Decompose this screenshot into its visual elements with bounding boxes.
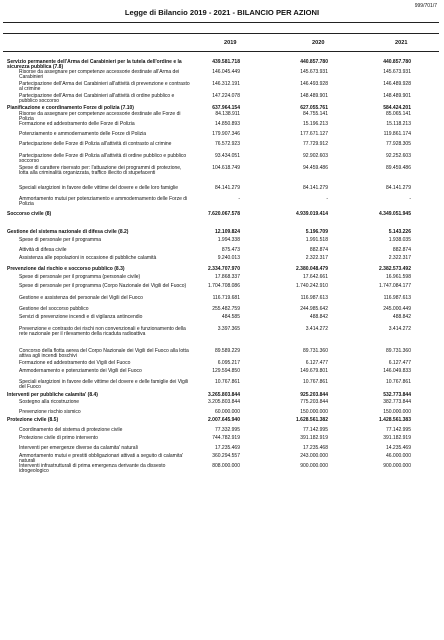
value-2021: 89.731.360 <box>385 348 411 354</box>
value-2020: 89.731.360 <box>302 348 328 354</box>
value-2021: 16.961.598 <box>385 274 411 280</box>
row-label: Ammodernamento e potenziamento dei Vigili del Fuoco <box>19 368 142 374</box>
value-2021: 900.000.000 <box>383 463 411 469</box>
row-label: Ammortamento mutui e prestiti obbligazionari attivati a seguito di calamita' naturali <box>19 453 184 465</box>
value-2020: 150.000.000 <box>300 409 328 415</box>
row-label: Risorse da assegnare per competenze accessorie destinate alle Forze di Polizia <box>19 111 181 123</box>
row-label: Speciali elargizioni in favore delle vittime del dovere e delle famiglie dei Vigili del Fuoco <box>19 379 189 391</box>
row-label: Gestione del sistema nazionale di difesa civile (8.2) <box>7 229 129 235</box>
value-2020: 900.000.000 <box>300 463 328 469</box>
value-2021: 146.049.833 <box>383 368 411 374</box>
row-label: Partecipazione delle Forze di Polizia all'attività di contrasto al crimine <box>19 141 172 147</box>
value-2019: 484.585 <box>221 314 240 320</box>
document-title: Legge di Bilancio 2019 - 2021 - BILANCIO PER AZIONI <box>124 8 320 17</box>
value-2019: 9.240.013 <box>217 255 240 261</box>
row-label: Coordinamento del sistema di protezione civile <box>19 427 123 433</box>
value-2021: 1.747.084.177 <box>379 283 411 289</box>
value-2019: 129.594.850 <box>212 368 240 374</box>
value-2019: 77.332.995 <box>214 427 240 433</box>
value-2020: 882.874 <box>309 247 328 253</box>
value-2019: 7.620.067.578 <box>208 211 240 217</box>
value-2020: 1.740.242.910 <box>296 283 328 289</box>
value-2020: 244.985.642 <box>300 306 328 312</box>
value-2020: 775.203.844 <box>300 399 328 405</box>
value-2020: 925.203.844 <box>300 392 328 398</box>
value-2021: 488.842 <box>392 314 411 320</box>
value-2020: 17.642.661 <box>302 274 328 280</box>
value-2019: 76.572.923 <box>214 141 240 147</box>
value-2019: 10.767.861 <box>214 379 240 385</box>
row-label: Servizio permanente dell'Arma dei Carabinieri per la tutela dell'ordine e la sicurezza pubblica (7.8) <box>7 59 182 71</box>
value-2019: 146.312.191 <box>212 81 240 87</box>
row-label: Spese di personale per il programma (personale civile) <box>19 274 141 280</box>
value-2021: 1.428.561.383 <box>379 417 411 423</box>
value-2020: 1.991.518 <box>305 237 328 243</box>
value-2020: 15.196.213 <box>302 121 328 127</box>
row-label: Formazione ed addestramento delle Forze di Polizia <box>19 121 135 127</box>
row-label: Prevenzione rischio sismico <box>19 409 81 415</box>
row-label: Gestione e assistenza del personale dei Vigili del Fuoco <box>19 295 143 301</box>
value-2021: 119.861.174 <box>383 131 411 137</box>
value-2021: 116.987.613 <box>383 295 411 301</box>
row-label: Protezione civile di primo intervento <box>19 435 98 441</box>
row-label: Attività di difesa civile <box>19 247 67 253</box>
value-2019: 147.224.078 <box>212 93 240 99</box>
value-2021: 532.773.844 <box>383 392 411 398</box>
value-2019: 255.482.759 <box>212 306 240 312</box>
value-2019: 875.473 <box>221 247 240 253</box>
value-2021: 84.141.279 <box>385 185 411 191</box>
row-label: Interventi per pubbliche calamita' (8.4) <box>7 392 98 398</box>
value-2019: 60.000.000 <box>214 409 240 415</box>
value-2021: 10.767.861 <box>385 379 411 385</box>
value-2020: 94.459.486 <box>302 165 328 171</box>
value-2020: 146.493.928 <box>300 81 328 87</box>
value-2020: 77.142.995 <box>302 427 328 433</box>
value-2020: 148.489.901 <box>300 93 328 99</box>
column-header-2020: 2020 <box>312 40 325 46</box>
value-2020: 145.673.931 <box>300 69 328 75</box>
value-2019: 2.007.645.940 <box>208 417 240 423</box>
value-2021: 4.349.051.945 <box>379 211 411 217</box>
value-2021: 92.252.603 <box>385 153 411 159</box>
value-2021: 77.928.305 <box>385 141 411 147</box>
value-2020: 149.679.801 <box>300 368 328 374</box>
value-2021: 382.773.844 <box>383 399 411 405</box>
value-2019: 116.719.681 <box>212 295 240 301</box>
row-label: Soccorso civile (8) <box>7 211 52 217</box>
row-label: Sostegno alla ricostruzione <box>19 399 80 405</box>
value-2019: 93.434.051 <box>214 153 240 159</box>
value-2021: 146.489.928 <box>383 81 411 87</box>
value-2019: 3.397.365 <box>217 326 240 332</box>
value-2021: 440.857.780 <box>383 59 411 65</box>
value-2021: 148.489.901 <box>383 93 411 99</box>
value-2021: 150.000.000 <box>383 409 411 415</box>
row-label: Partecipazione dell'Arma dei Carabinieri all'attività di ordine pubblico e pubblico soccorso <box>19 93 175 105</box>
value-2021: 89.459.486 <box>385 165 411 171</box>
value-2020: 4.939.019.414 <box>296 211 328 217</box>
value-2019: 17.868.337 <box>214 274 240 280</box>
row-label: Prevenzione e contrasto dei rischi non convenzionali e funzionamento della rete nazionale per il rilevamento della ricaduta radioattiva <box>19 326 186 338</box>
row-label: Pianificazione e coordinamento Forze di polizia (7.10) <box>7 105 134 111</box>
value-2019: 6.095.217 <box>217 360 240 366</box>
value-2021: 2.382.573.492 <box>379 266 411 272</box>
row-label: Interventi per emergenze diverse da calamita' naturali <box>19 445 138 451</box>
value-2021: 882.874 <box>392 247 411 253</box>
value-2021: 77.142.995 <box>385 427 411 433</box>
value-2019: 808.000.000 <box>212 463 240 469</box>
value-2019: 12.109.824 <box>214 229 240 235</box>
value-2020: 10.767.861 <box>302 379 328 385</box>
value-2019: 1.994.338 <box>217 237 240 243</box>
value-2021: 6.127.477 <box>388 360 411 366</box>
value-2020: 243.000.000 <box>300 453 328 459</box>
value-2019: 14.850.893 <box>214 121 240 127</box>
value-2021: 14.235.469 <box>385 445 411 451</box>
value-2020: 77.729.912 <box>302 141 328 147</box>
value-2021: 2.322.317 <box>388 255 411 261</box>
value-2020: - <box>326 196 328 202</box>
row-label: Speciali elargizioni in favore delle vittime del dovere e delle loro famiglie <box>19 185 178 191</box>
value-2020: 391.182.919 <box>300 435 328 441</box>
value-2021: 15.118.213 <box>386 121 411 127</box>
row-label: Formazione ed addestramento dei Vigili del Fuoco <box>19 360 131 366</box>
row-label: Assistenza alle popolazioni in occasione di pubbliche calamità <box>19 255 157 261</box>
value-2019: 2.334.707.970 <box>208 266 240 272</box>
value-2020: 3.414.272 <box>305 326 328 332</box>
row-label: Spese di carattere riservato per: l'attuazione dei programmi di protezione, lotta alla criminalità organizzata, traffico illecito di stupefacenti <box>19 165 182 177</box>
value-2021: 145.673.931 <box>383 69 411 75</box>
value-2020: 627.055.761 <box>300 105 328 111</box>
value-2019: 439.581.718 <box>212 59 240 65</box>
column-header-2021: 2021 <box>395 40 408 46</box>
value-2019: 84.138.911 <box>215 111 240 117</box>
value-2021: 3.414.272 <box>388 326 411 332</box>
value-2020: 6.127.477 <box>305 360 328 366</box>
column-header-2019: 2019 <box>224 40 237 46</box>
row-label: Spese di personale per il programma <box>19 237 101 243</box>
value-2021: 245.000.449 <box>383 306 411 312</box>
value-2020: 1.628.561.382 <box>296 417 328 423</box>
value-2021: - <box>409 196 411 202</box>
value-2019: 3.205.803.844 <box>208 399 240 405</box>
value-2020: 92.902.603 <box>302 153 328 159</box>
row-label: Potenziamento e ammodernamento delle Forze di Polizia <box>19 131 147 137</box>
value-2019: 84.141.279 <box>214 185 240 191</box>
value-2019: 3.265.803.844 <box>208 392 240 398</box>
value-2020: 2.380.048.479 <box>296 266 328 272</box>
row-label: Prevenzione dal rischio e soccorso pubblico (8.3) <box>7 266 125 272</box>
value-2020: 177.671.127 <box>300 131 328 137</box>
value-2021: 584.424.201 <box>383 105 411 111</box>
value-2019: 146.045.449 <box>212 69 240 75</box>
value-2020: 84.755.141 <box>302 111 328 117</box>
row-label: Partecipazione delle Forze di Polizia all'attività di ordine pubblico e pubblico soccorso <box>19 153 187 165</box>
value-2019: 1.704.708.086 <box>208 283 240 289</box>
row-label: Risorse da assegnare per competenze accessorie destinate all'Arma dei Carabinieri <box>19 69 180 81</box>
value-2019: 179.907.346 <box>212 131 240 137</box>
row-label: Interventi infrastrutturali di prima emergenza derivante da dissesto idrogeologico <box>19 463 166 475</box>
value-2019: - <box>238 196 240 202</box>
row-label: Protezione civile (8.5) <box>7 417 59 423</box>
value-2020: 84.141.279 <box>302 185 328 191</box>
row-label: Partecipazione dell'Arma dei Carabinieri all'attività di prevenzione e contrasto al crimine <box>19 81 190 93</box>
value-2019: 104.618.749 <box>212 165 240 171</box>
row-label: Spese di personale per il programma (Corpo Nazionale dei Vigili del Fuoco) <box>19 283 187 289</box>
value-2020: 2.322.317 <box>305 255 328 261</box>
row-label: Servizi di prevenzione incendi e di vigilanza antincendio <box>19 314 143 320</box>
value-2020: 116.987.613 <box>300 295 328 301</box>
value-2019: 744.782.919 <box>212 435 240 441</box>
value-2020: 5.196.709 <box>305 229 328 235</box>
value-2019: 637.964.154 <box>212 105 240 111</box>
value-2021: 391.182.919 <box>383 435 411 441</box>
row-label: Concorso della flotta aerea del Corpo Nazionale dei Vigili del Fuoco alla lotta attiva agli incendi boschivi <box>19 348 189 360</box>
value-2021: 1.938.035 <box>388 237 411 243</box>
row-label: Ammortamento mutui per potenziamento e ammodernamento delle Forze di Polizia <box>19 196 188 208</box>
value-2019: 89.589.229 <box>214 348 240 354</box>
value-2020: 440.857.780 <box>300 59 328 65</box>
value-2020: 488.842 <box>309 314 328 320</box>
value-2019: 360.294.557 <box>212 453 240 459</box>
value-2019: 17.235.469 <box>214 445 240 451</box>
value-2021: 46.000.000 <box>385 453 411 459</box>
document-id: 999/701/7 <box>414 3 437 9</box>
value-2021: 85.065.141 <box>385 111 411 117</box>
value-2020: 17.235.468 <box>302 445 328 451</box>
value-2021: 5.143.226 <box>388 229 411 235</box>
row-label: Gestione del soccorso pubblico <box>19 306 89 312</box>
